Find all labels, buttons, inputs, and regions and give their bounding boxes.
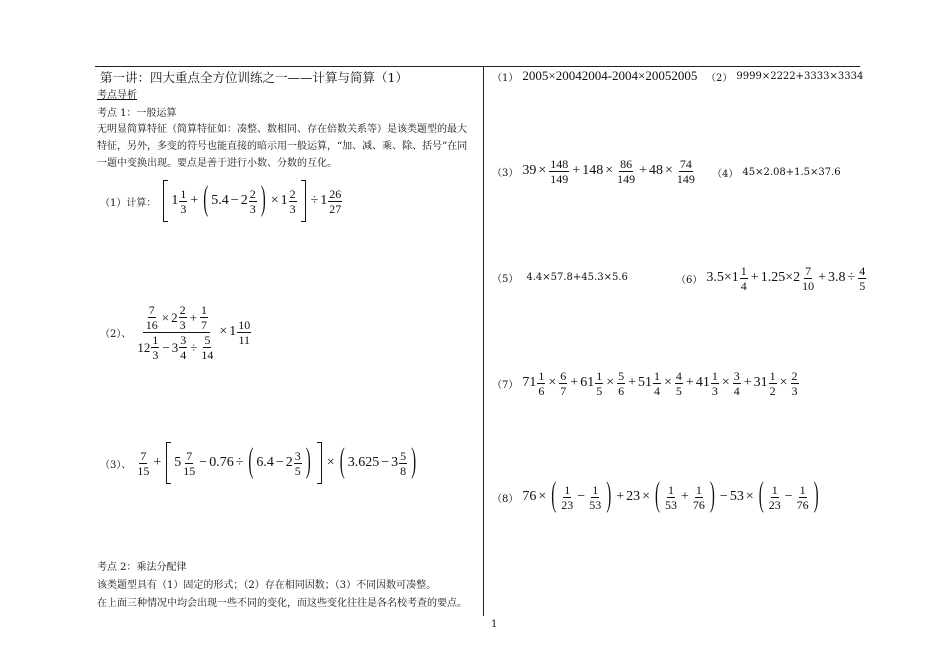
right-problem-2-label: （2） [706,72,733,84]
point2-text-line1: 该类题型具有（1）固定的形式；（2）存在相同因数；（3）不同因数可凑整。 [97,580,437,591]
right-problem-8: （8） 76 × ( $\frac{1}{23}$ − $\frac{1}{53}$ ) + 23 × ( $\frac{1}{53}$ + $\frac{1}{76}$ ) − 53 × ( $\frac{1}{23}$ − $\frac{1}{76}$ ) [492,477,819,515]
point1-text-line1: 无明显简算特征（简算特征如：凑整、数相同、存在倍数关系等）是该类题型的最大 [97,124,467,135]
left-problem-3-label: （3）、 [100,459,132,471]
right-problem-4-label: （4） [712,168,739,180]
right-problem-7: （7） 71 $\frac{1}{6}$ × $\frac{6}{7}$ + 61 $\frac{1}{5}$ × $\frac{5}{6}$ + 51 $\frac{1}{4}$ × $\frac{4}{5}$ + 41 $\frac{1}{3}$ × $\frac{3}{4}$ + 31 $\frac{1}{2}$ × $\frac{2}{3}$ [492,368,798,398]
right-problem-5 [492,267,628,287]
right-problem-5-label: （5） [492,273,519,285]
right-problem-1 [492,66,697,86]
right-problem-8-label: （8） [492,493,519,505]
right-problem-2-expr: 9999×2222+3333×3334 [736,70,864,82]
right-problem-6: （6） 3.5×1 $\frac{1}{4}$ + 1.25×2 $\frac{7}{10}$ + 3.8 ÷ $\frac{4}{5}$ [676,263,866,293]
right-problem-1-expr: 2005×20042004-2004×20052005 [522,68,698,83]
right-problem-7-label: （7） [492,379,519,391]
left-problem-2: （2）、 $\frac{7}{16}$ × 2 $\frac{2}{3}$ + $\frac{1}{7}$ 12 $\frac{1}{3}$ − 3 $\frac{3}{4}$ ÷ $\frac{5}{14}$ × 1 $\frac{10}{11}$ [100,302,251,362]
point1-heading: 考点 1：一般运算 [97,108,177,119]
point2-text-line2: 在上面三种情况中均会出现一些不同的变化，而这些变化往往是各名校考查的要点。 [97,598,467,609]
right-problem-6-label: （6） [676,274,703,286]
point1-text-line3: 一题中变换出现。要点是善于进行小数、分数的互化。 [97,158,337,169]
right-problem-1-label: （1） [492,72,519,84]
column-divider [483,66,484,616]
section-heading: 考点导析 [97,90,137,101]
right-problem-5-expr: 4.4×57.8+45.3×5.6 [526,271,628,283]
right-problem-4 [712,162,841,182]
left-problem-1: （1）计算： 1 $\frac{1}{3}$ + ( 5.4 − 2 $\frac{2}{3}$ ) × 1 $\frac{2}{3}$ ÷ 1 $\frac{26}{27}$ [100,180,343,222]
right-problem-2 [706,66,863,86]
point2-heading: 考点 2：乘法分配律 [97,562,187,573]
left-problem-2-label: （2）、 [100,328,132,340]
point1-text-line2: 特征，另外，多变的符号也能直接的暗示用一般运算，“加、减、乘、除、括号”在同 [97,141,468,152]
left-problem-3: （3）、 $\frac{7}{15}$ + 5 $\frac{7}{15}$ − 0.76 ÷ ( 6.4 − 2 $\frac{3}{5}$ ) × ( 3.625 − 3 $\frac{5}{8}$ ) [100,442,419,484]
right-problem-4-expr: 45×2.08+1.5×37.6 [742,166,841,178]
right-problem-3-label: （3） [492,167,519,179]
right-problem-3: （3） 39 × $\frac{148}{149}$ + 148 × $\frac{86}{149}$ + 48 × $\frac{74}{149}$ [492,156,695,186]
page-title: 第一讲：四大重点全方位训练之一——计算与简算（1） [100,70,408,85]
page-number: 1 [491,619,498,630]
left-problem-1-label: （1）计算： [100,197,157,209]
